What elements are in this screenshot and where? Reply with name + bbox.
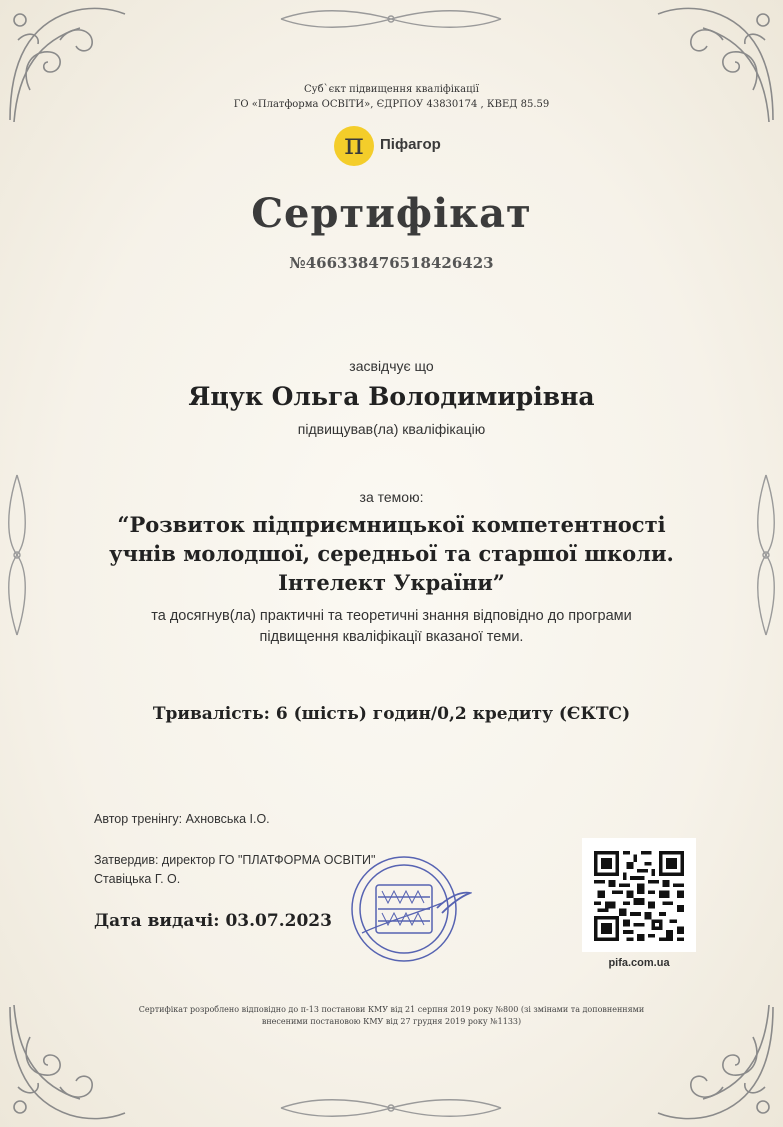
issuer-org-line: ГО «Платформа ОСВІТИ», ЄДРПОУ 43830174 , КВЕД 85.59 <box>233 99 550 110</box>
topic-line: Інтелект України” <box>278 570 505 595</box>
issue-date: Дата видачі: 03.07.2023 <box>94 911 332 931</box>
verification-qr-code[interactable] <box>582 838 696 952</box>
duration-text: Тривалість: 6 (шість) годин/0,2 кредиту (ЄКТС) <box>152 704 631 724</box>
ornament-bottom-center-icon <box>271 1095 511 1121</box>
topic-line: “Розвиток підприємницької компетентності <box>117 512 666 537</box>
training-author: Автор тренінгу: Ахновська І.О. <box>94 812 270 826</box>
pifagor-logo <box>334 126 464 166</box>
recipient-name: Яцук Ольга Володимирівна <box>188 382 595 411</box>
certificate-title: Сертифікат <box>251 190 532 237</box>
issuer-info <box>0 82 783 112</box>
approved-by-line: Затвердив: директор ГО "ПЛАТФОРМА ОСВІТИ" <box>94 853 376 867</box>
logo-pi-icon: π <box>344 127 364 162</box>
ornament-top-center-icon <box>271 6 511 32</box>
website-link[interactable]: pifa.com.ua <box>608 957 670 969</box>
certificate-number: №466338476518426423 <box>289 254 494 272</box>
qr-code-icon <box>594 851 684 941</box>
approved-by-name: Ставіцька Г. О. <box>94 872 181 886</box>
topic-title <box>0 510 783 597</box>
legal-footer-line: внесеними постановою КМУ від 27 грудня 2019 року №1133) <box>261 1017 522 1026</box>
legal-footer <box>100 1004 683 1028</box>
approved-by <box>94 851 375 889</box>
improved-text: підвищував(ла) кваліфікацію <box>297 421 486 437</box>
logo-text: Піфагор <box>380 136 441 153</box>
legal-footer-line: Сертифікат розроблено відповідно до п-13 постанови КМУ від 21 серпня 2019 року №800 (зі змінами та доповненнями <box>138 1005 645 1014</box>
achievement-line: підвищення кваліфікації вказаної теми. <box>259 629 524 645</box>
topic-label: за темою: <box>359 489 424 505</box>
official-seal-icon <box>342 853 472 965</box>
issuer-subject-line: Суб`єкт підвищення кваліфікації <box>304 84 479 95</box>
achievement-line: та досягнув(ла) практичні та теоретичні знання відповідно до програми <box>151 608 632 624</box>
certifies-text: засвідчує що <box>349 358 434 374</box>
achievement-text <box>60 606 723 648</box>
topic-line: учнів молодшої, середньої та старшої школи. <box>109 541 674 566</box>
